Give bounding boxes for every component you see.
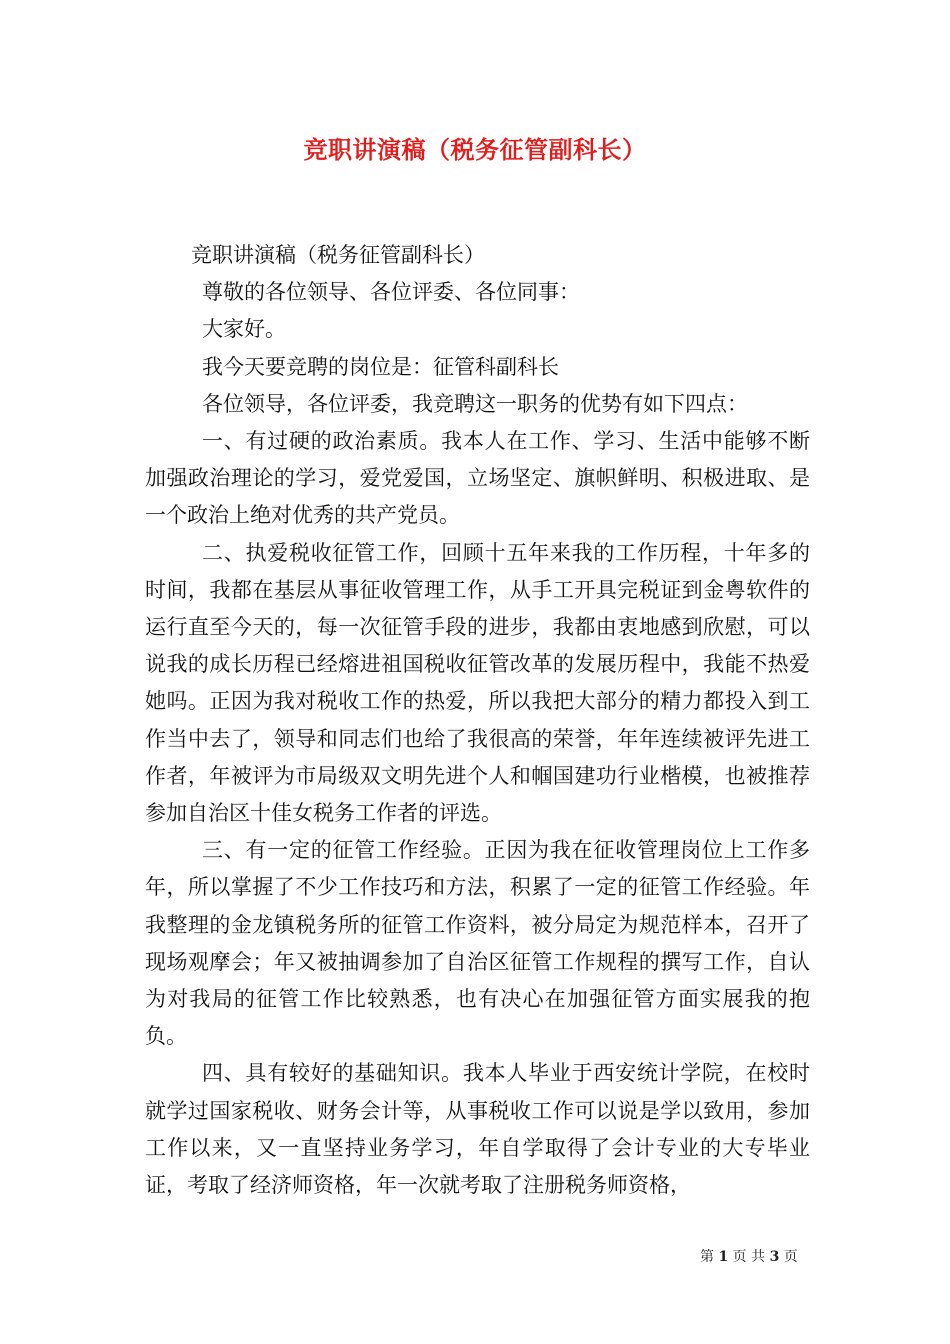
footer-suffix: 页 bbox=[783, 1249, 798, 1265]
footer-current-page: 1 bbox=[718, 1249, 729, 1265]
paragraph-greeting: 大家好。 bbox=[202, 317, 286, 342]
paragraph-point-3: 三、有一定的征管工作经验。正因为我在征收管理岗位上工作多年，所以掌握了不少工作技巧和方法，积累了一定的征管工作经验。年我整理的金龙镇税务所的征管工作资料，被分局定为规范样本，召开了现场观摩会；年又被抽调参加了自治区征管工作规程的撰写工作，自认为对我局的征管工作比较熟悉，也有决心在加强征管方面实展我的抱负。 bbox=[145, 838, 810, 1049]
footer-middle: 页 共 bbox=[732, 1249, 766, 1265]
document-body bbox=[145, 237, 810, 1204]
paragraph-salutation: 尊敬的各位领导、各位评委、各位同事： bbox=[202, 280, 580, 305]
page-number-footer bbox=[700, 1246, 798, 1266]
paragraph-point-4: 四、具有较好的基础知识。我本人毕业于西安统计学院，在校时就学过国家税收、财务会计等，从事税收工作可以说是学以致用，参加工作以来，又一直坚持业务学习，年自学取得了会计专业的大专毕业证，考取了经济师资格，年一次就考取了注册税务师资格， bbox=[145, 1061, 810, 1198]
paragraph-point-2: 二、执爱税收征管工作，回顾十五年来我的工作历程，十年多的时间，我都在基层从事征收管理工作，从手工开具完税证到金粤软件的运行直至今天的，每一次征管手段的进步，我都由衷地感到欣慰，可以说我的成长历程已经熔进祖国税收征管改革的发展历程中，我能不热爱她吗。正因为我对税收工作的热爱，所以我把大部分的精力都投入到工作当中去了，领导和同志们也给了我很高的荣誉，年年连续被评先进工作者，年被评为市局级双文明先进个人和帼国建功行业楷模，也被推荐参加自治区十佳女税务工作者的评选。 bbox=[145, 540, 810, 826]
document-title: 竞职讲演稿（税务征管副科长） bbox=[303, 135, 647, 164]
footer-total-pages: 3 bbox=[769, 1249, 780, 1265]
paragraph-subtitle: 竞职讲演稿（税务征管副科长） bbox=[191, 243, 485, 267]
paragraph-point-1: 一、有过硬的政治素质。我本人在工作、学习、生活中能够不断加强政治理论的学习，爱党爱国，立场坚定、旗帜鲜明、积极进取、是一个政治上绝对优秀的共产党员。 bbox=[145, 429, 810, 528]
paragraph-intro: 各位领导，各位评委，我竞聘这一职务的优势有如下四点： bbox=[202, 391, 748, 416]
paragraph-position: 我今天要竞聘的岗位是：征管科副科长 bbox=[202, 354, 559, 379]
footer-prefix: 第 bbox=[700, 1249, 714, 1265]
